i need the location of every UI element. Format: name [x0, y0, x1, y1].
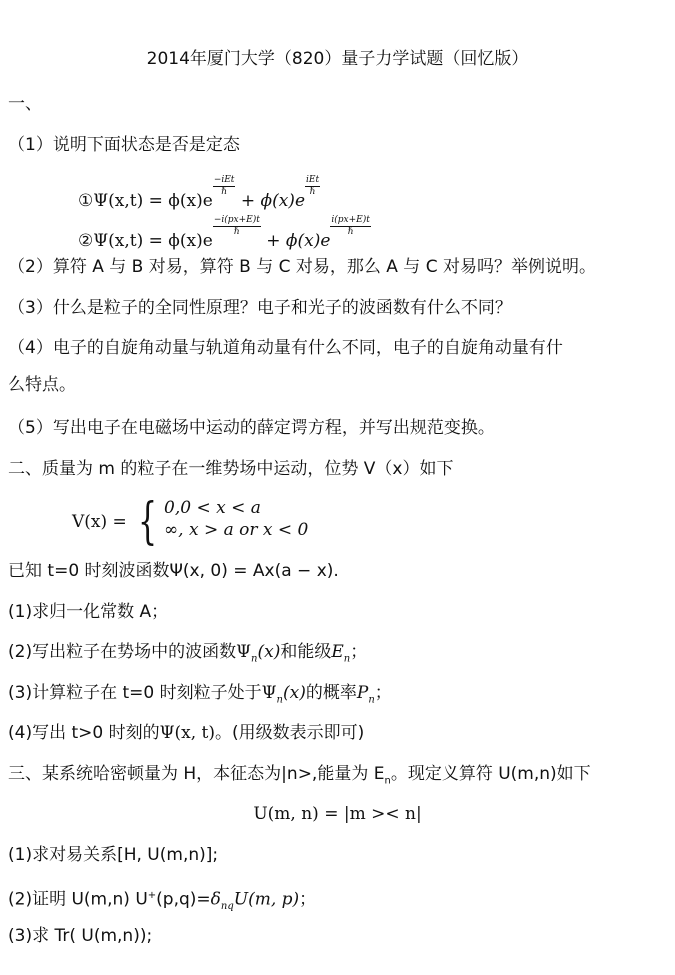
question-1-3: （3）什么是粒子的全同性原理？电子和光子的波函数有什么不同？	[8, 298, 512, 318]
potential-case-inside: 0,0 < x < a	[164, 498, 261, 518]
section-2-intro: 二、质量为 m 的粒子在一维势场中运动，位势 V（x）如下	[8, 459, 454, 479]
part-3-2: (2)证明 U(m,n) $U^+(p,q)=\delta_{nq}U(m$, p)；	[8, 889, 317, 913]
part-2-3: (3)计算粒子在 t=0 时刻粒子处于$\Psi_n(x)$的概率$P_n$；	[8, 683, 392, 706]
operator-definition: U(m, n) = |m >< n|	[253, 804, 422, 824]
equation-2: ②Ψ(x,t) = ϕ(x)e $\frac{-i(px+E)t}{\text{ℏ}}$ + ϕ(x)e $\frac{i(px+E)t}{\text{ℏ}}$	[78, 215, 370, 251]
section-3-intro: 三、某系统哈密顿量为 H，本征态为|n>,能量为 $E_n$。现定义算符 U(m,n)如下	[8, 764, 591, 787]
part-2-2: (2)写出粒子在势场中的波函数$\Psi_n(x)$和能级$E_n$；	[8, 642, 368, 665]
question-1-5: （5）写出电子在电磁场中运动的薛定谔方程，并写出规范变换。	[8, 418, 495, 438]
equation-1: ①Ψ(x,t) = ϕ(x)e $\frac{\text{−iEt}}{\text{ℏ}}$ + ϕ(x)e $\frac{\text{iEt}}{\text{ℏ}}$	[78, 175, 320, 211]
potential-case-outside: ∞, x > a or x < 0	[164, 520, 309, 540]
question-1-4-line-2: 么特点。	[8, 375, 76, 395]
question-1-2: （2）算符 A 与 B 对易，算符 B 与 C 对易，那么 A 与 C 对易吗？举例说明。	[8, 257, 596, 277]
part-2-1: (1)求归一化常数 A；	[8, 602, 169, 622]
part-3-3: (3)求 Tr( U(m,n));	[8, 926, 153, 946]
question-1-1: （1）说明下面状态是否是定态	[8, 135, 240, 155]
section-1-heading: 一、	[8, 94, 42, 114]
part-2-4: (4)写出 t>0 时刻的Ψ(x, t)。(用级数表示即可)	[8, 723, 365, 743]
page-title: 2014年厦门大学（820）量子力学试题（回忆版）	[146, 49, 529, 69]
part-3-1: (1)求对易关系[H, U(m,n)];	[8, 845, 219, 865]
initial-wavefunction: 已知 t=0 时刻波函数Ψ(x, 0) = Ax(a − x).	[8, 561, 339, 581]
question-1-4-line-1: （4）电子的自旋角动量与轨道角动量有什么不同，电子的自旋角动量有什	[8, 338, 563, 358]
